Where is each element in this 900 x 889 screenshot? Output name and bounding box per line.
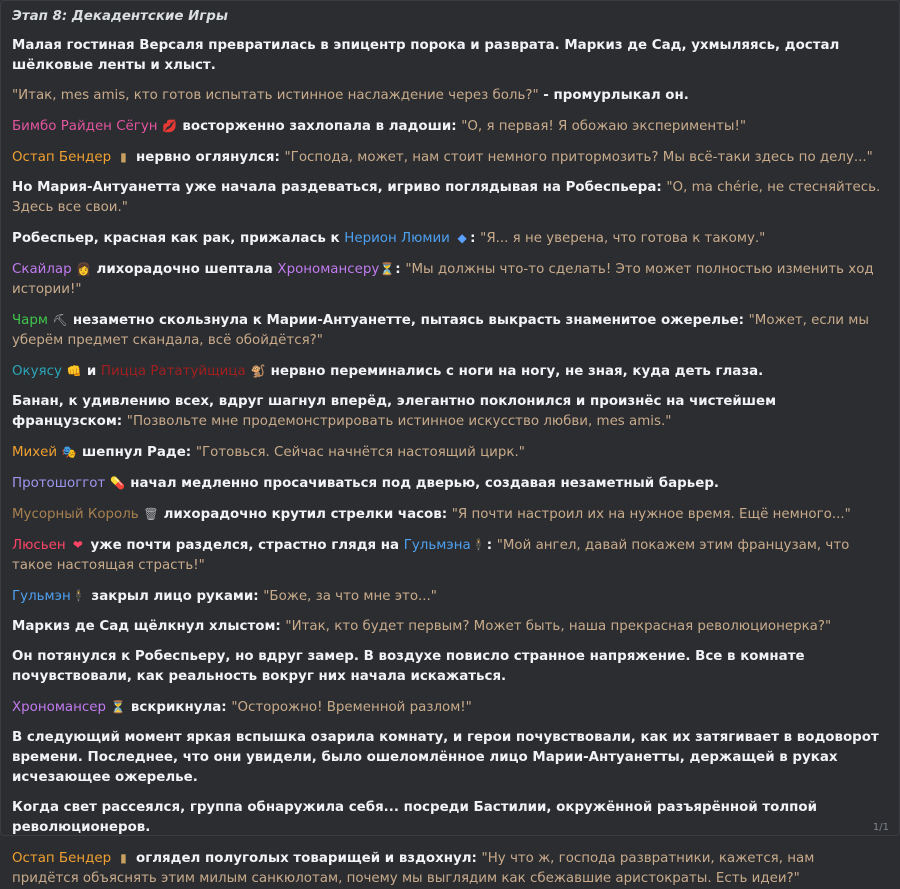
line-ostap [12,147,885,168]
line-skylar [12,259,885,300]
character-name-nerion[interactable]: Нерион Люмии [344,231,450,246]
narration-text: уже почти разделся, страстно глядя на [85,538,404,553]
pick-icon: ⛏ [52,313,68,327]
colon: : [395,262,406,277]
book-icon: ▮ [120,851,127,865]
character-name-bimbo[interactable]: Бимбо Райден Сёгун [12,119,158,134]
quote: "Итак, mes amis, кто готов испытать истинное наслаждение через боль?" [12,88,539,103]
stage-title: Этап 8: Декадентские Игры [12,9,228,24]
levitating-man-icon: 🕴 [71,589,87,603]
narration-text: шепнул Раде: [77,445,196,460]
narration-20: Когда свет рассеялся, группа обнаружила себя... посреди Бастилии, окружённой разъярённой толпой революционеров. [12,800,818,835]
character-name-ostap[interactable]: Остап Бендер [12,150,112,165]
line-trash-king [12,504,885,525]
character-name-okuyasu[interactable]: Окуясу [12,364,62,379]
character-name-protoshoggoth[interactable]: Протошоггот [12,476,106,491]
narration-text: и [82,364,101,379]
line-protoshoggoth [12,473,885,494]
trash-can-icon: 🗑 [143,507,159,521]
line-marie [12,178,885,218]
page-indicator: 1/1 [872,822,889,833]
quote: "Мой ангел, давай покажем этим французам, что такое настоящая страсть!" [12,538,850,573]
quote: "Я... я не уверена, что готова к такому." [480,231,766,246]
narration-text: лихорадочно шептала [91,262,278,277]
quote: "О, я первая! Я обожаю эксперименты!" [461,119,747,134]
narration-text: вскрикнула: [126,700,232,715]
levitating-man-icon: 🕴 [471,538,487,552]
colon: : [470,231,481,246]
line-okuyasu [12,361,885,382]
quote: "Господа, может, нам стоит немного притормозить? Мы всё-таки здесь по делу..." [284,150,873,165]
line-chronomancer [12,697,885,718]
hourglass-icon: ⏳ [110,700,126,714]
character-name-chronomancer[interactable]: Хрономансеру [277,262,380,277]
character-name-charm[interactable]: Чарм [12,313,48,328]
narration-text: - промурлыкал он. [538,88,689,103]
narration-text: оглядел полуголых товарищей и вздохнул: [131,851,482,866]
character-name-gulman[interactable]: Гульмэн [12,589,71,604]
narration-text: нервно переминались с ноги на ногу, не зная, куда деть глаза. [265,364,764,379]
line-bimbo [12,116,885,137]
narration-text: незаметно скользнула к Марии-Антуанетте, пытаясь выкрасть знаменитое ожерелье: [68,313,749,328]
quote: "Позвольте мне продемонстрировать истинное искусство любви, mes amis." [126,414,672,429]
narration-text: восторженно захлопала в ладоши: [177,119,462,134]
message-content [1,1,899,889]
line-lucien [12,535,885,576]
line-robespierre [12,228,885,249]
book-icon: ▮ [120,150,127,164]
character-name-trash-king[interactable]: Мусорный Король [12,507,139,522]
woman-icon: 👩 [76,262,92,276]
quote: "Готовься. Сейчас начнётся настоящий цирк." [195,445,525,460]
narration-2 [12,86,885,106]
narration-text: Робеспьер, красная как рак, прижалась к [12,231,345,246]
narration-text: Банан, к удивлению всех, вдруг шагнул вперёд, элегантно поклонился и произнёс на чистейшем французском: [12,394,777,429]
fist-icon: 👊 [66,364,82,378]
character-name-gulman[interactable]: Гульмэна [403,538,471,553]
pill-icon: 💊 [110,476,125,490]
colon: : [486,538,497,553]
quote: "Боже, за что мне это..." [263,589,437,604]
line-gulman [12,586,885,607]
character-name-ostap[interactable]: Остап Бендер [12,851,112,866]
character-name-lucien[interactable]: Люсьен [12,538,66,553]
quote: "Итак, кто будет первым? Может быть, наша прекрасная революционерка?" [285,619,832,634]
narration-text: нервно оглянулся: [131,150,285,165]
masks-icon: 🎭 [61,445,77,459]
line-charm [12,310,885,351]
narration-text: Но Мария-Антуанетта уже начала раздеваться, игриво поглядывая на Робеспьера: [12,180,667,195]
line-mikhei [12,442,885,463]
lips-icon: 💋 [162,119,178,133]
quote: "О, ma chérie, не стесняйтесь. Здесь все свои." [12,180,881,215]
character-name-chronomancer[interactable]: Хрономансер [12,700,106,715]
character-name-pizza[interactable]: Пицца Рататуйщица [100,364,246,379]
quote: "Мы должны что-то сделать! Это может полностью изменить ход истории!" [12,262,874,297]
quote: "Может, если мы уберём предмет скандала, всё обойдётся?" [12,313,869,348]
character-name-mikhei[interactable]: Михей [12,445,58,460]
narration-text: начал медленно просачиваться под дверью, создавая незаметный барьер. [125,476,719,491]
narration-1: Малая гостиная Версаля превратилась в эпицентр порока и разврата. Маркиз де Сад, ухмыляясь, достал шёлковые ленты и хлыст. [12,38,840,73]
narration-19: В следующий момент яркая вспышка озарила комнату, и герои почувствовали, как их затягивает в водоворот времени. Последнее, что они увидели, было ошеломлённое лицо Марии-Антуанетты, держащей в руках исчезающее ожерелье. [12,730,879,785]
narration-text: закрыл лицо руками: [86,589,264,604]
narration-text: Маркиз де Сад щёлкнул хлыстом: [12,619,286,634]
quote: "Я почти настроил их на нужное время. Ещё немного..." [451,507,851,522]
hourglass-icon: ⏳ [379,262,395,276]
quote: "Ну что ж, господа развратники, кажется, нам придётся объяснять этим милым санкюлотам, почему мы выглядим как сбежавшие аристократы. Есть идеи?" [12,851,815,886]
quote: "Осторожно! Временной разлом!" [231,700,472,715]
line-ostap-final [12,848,885,889]
monkey-icon: 🐒 [250,364,266,378]
narration-17: Он потянулся к Робеспьеру, но вдруг замер. В воздухе повисло странное напряжение. Все в комнате почувствовали, как реальность вокруг них начала искажаться. [12,649,805,684]
line-marquis [12,617,885,637]
narration-text: лихорадочно крутил стрелки часов: [158,507,452,522]
crystal-icon: ◆ [457,231,467,245]
line-banana [12,392,885,432]
character-name-skylar[interactable]: Скайлар [12,262,72,277]
heart-icon: ❤ [72,538,83,552]
